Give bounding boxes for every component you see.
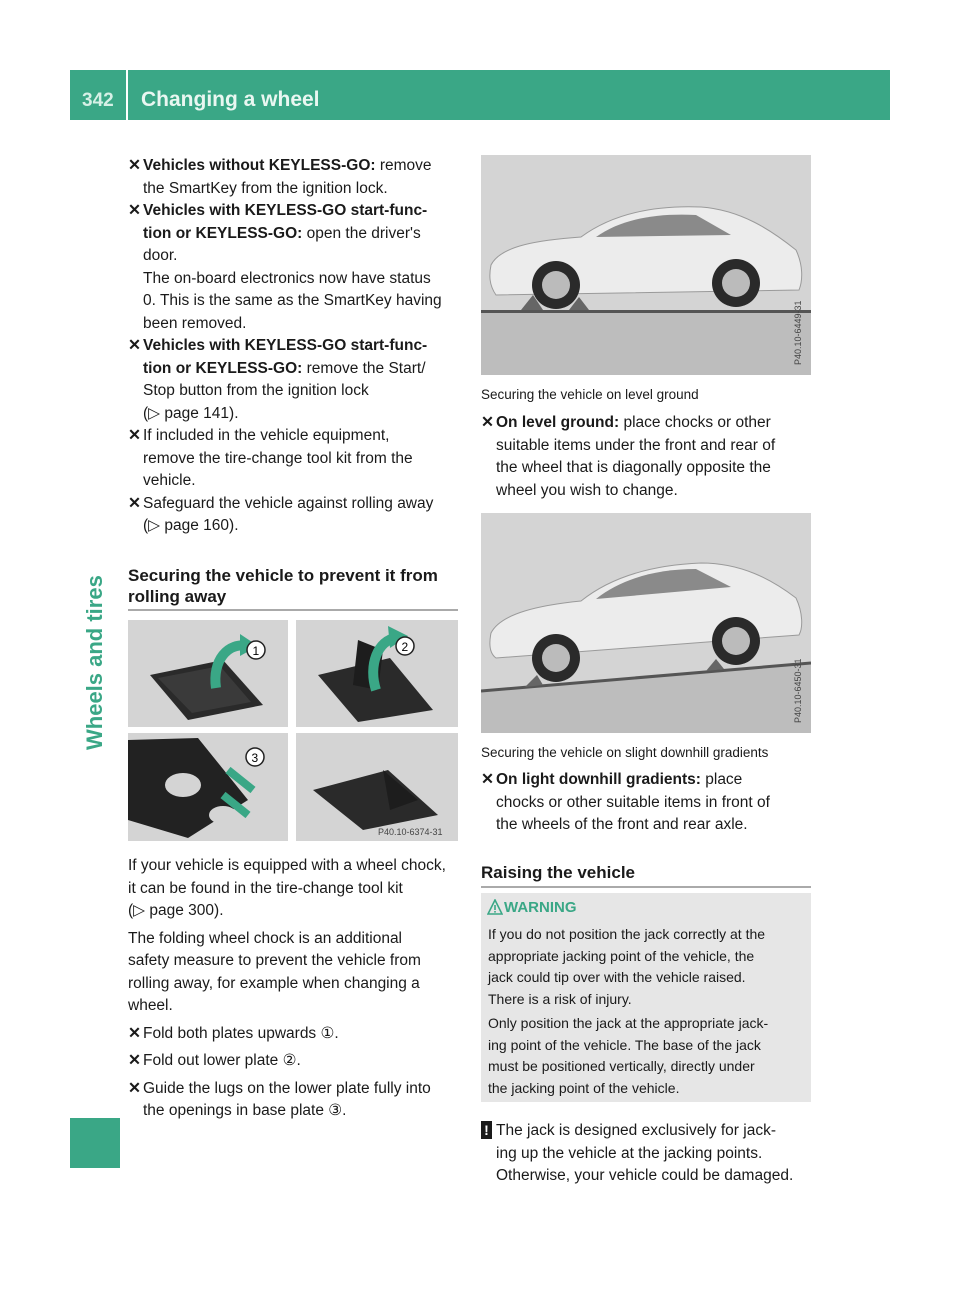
item-text: remove the Start/	[306, 359, 426, 377]
car-downhill-photo	[481, 513, 811, 733]
list-item	[128, 1023, 468, 1046]
warning-line: ing point of the vehicle. The base of the jack	[488, 1036, 761, 1053]
warning-line: the jacking point of the vehicle.	[488, 1079, 680, 1096]
body-text: wheel.	[128, 997, 173, 1014]
item-text: the wheels of the front and rear axle.	[496, 816, 748, 833]
list-item	[128, 493, 463, 538]
item-bold: Vehicles with KEYLESS-GO start-func-	[143, 337, 428, 354]
left-column	[128, 155, 463, 538]
item-text: chocks or other suitable items in front of	[496, 793, 770, 811]
warning-line: must be positioned vertically, directly under	[488, 1058, 755, 1074]
item-text: suitable items under the front and rear of	[496, 436, 776, 454]
warning-icon	[487, 899, 503, 915]
item-text: wheel you wish to change.	[496, 481, 678, 499]
page-reference-link[interactable]: (▷ page 160).	[143, 517, 239, 534]
section-rule	[481, 886, 811, 888]
step-marker: ✕	[128, 427, 141, 444]
body-text: it can be found in the tire-change tool kit	[128, 879, 403, 897]
warning-line: If you do not position the jack correctly at the	[488, 926, 766, 942]
item-text: the wheel that is diagonally opposite the	[496, 459, 771, 476]
item-text: If included in the vehicle equipment,	[143, 427, 390, 444]
body-text: If your vehicle is equipped with a wheel chock,	[128, 857, 446, 874]
item-bold: tion or KEYLESS-GO:	[143, 224, 303, 242]
image-code: P40.10-6449-31	[793, 300, 803, 365]
step-marker: ✕	[128, 1052, 141, 1069]
body-text: safety measure to prevent the vehicle from	[128, 952, 421, 969]
warning-text	[488, 924, 808, 1099]
item-text: Guide the lugs on the lower plate fully into	[143, 1079, 431, 1097]
level-ground-instructions	[481, 412, 816, 502]
item-text: remove	[379, 157, 432, 174]
item-text: door.	[143, 247, 178, 264]
section-heading-line: Securing the vehicle to prevent it from	[128, 566, 438, 585]
notice-line: Otherwise, your vehicle could be damaged.	[496, 1167, 794, 1184]
step-marker: ✕	[481, 771, 494, 788]
photo-caption: Securing the vehicle on level ground	[481, 387, 699, 402]
section-heading: Raising the vehicle	[481, 863, 635, 882]
item-text: been removed.	[143, 314, 247, 332]
image-code: P40.10-6450-31	[793, 658, 803, 723]
callout-2: 2	[401, 640, 409, 654]
list-item	[481, 412, 816, 502]
side-tab-marker	[70, 1118, 120, 1168]
page-number: 342	[82, 90, 114, 111]
step-marker: ✕	[128, 202, 141, 219]
step-marker: ✕	[128, 337, 141, 354]
item-text: 0. This is the same as the SmartKey having	[143, 292, 442, 309]
notice-line: The jack is designed exclusively for jack-	[496, 1122, 776, 1139]
list-item	[128, 1078, 468, 1123]
list-item	[128, 425, 463, 493]
item-text: Safeguard the vehicle against rolling away	[143, 494, 434, 512]
body-text: The folding wheel chock is an additional	[128, 929, 403, 947]
item-text: the openings in base plate ③.	[143, 1102, 347, 1119]
list-item	[128, 155, 463, 200]
chock-description	[128, 855, 468, 1123]
page-reference-link[interactable]: (▷ page 141).	[143, 404, 239, 422]
body-text: rolling away, for example when changing a	[128, 974, 420, 992]
wheel-chock-illustration	[128, 620, 458, 841]
item-text: Fold out lower plate ②.	[143, 1052, 301, 1069]
item-text: The on-board electronics now have status	[143, 269, 431, 287]
notice-line: ing up the vehicle at the jacking points.	[496, 1144, 763, 1162]
item-text: Stop button from the ignition lock	[143, 382, 369, 399]
callout-1: 1	[252, 644, 260, 658]
step-marker: ✕	[128, 157, 141, 174]
list-item	[128, 1050, 468, 1073]
list-item	[128, 200, 463, 335]
page-title: Changing a wheel	[141, 88, 320, 111]
page-reference-link[interactable]: (▷ page 300).	[128, 902, 224, 919]
photo-caption: Securing the vehicle on slight downhill gradients	[481, 745, 769, 760]
car-level-photo	[481, 155, 811, 375]
item-bold: tion or KEYLESS-GO:	[143, 359, 303, 377]
section-heading	[128, 565, 463, 607]
warning-line: There is a risk of injury.	[488, 990, 632, 1007]
item-bold: Vehicles with KEYLESS-GO start-func-	[143, 202, 428, 219]
item-text: place chocks or other	[623, 414, 771, 431]
downhill-instructions	[481, 769, 816, 837]
warning-title: WARNING	[504, 899, 577, 916]
warning-line: jack could tip over with the vehicle raised.	[488, 969, 746, 985]
section-rule	[128, 609, 458, 611]
side-tab-label: Wheels and tires	[82, 575, 107, 750]
step-marker: ✕	[481, 414, 494, 431]
step-marker: ✕	[128, 494, 141, 512]
item-text: open the driver's	[306, 224, 421, 242]
notice-block	[481, 1120, 816, 1188]
item-text: vehicle.	[143, 472, 196, 489]
step-marker: ✕	[128, 1079, 141, 1097]
notice-icon: !	[481, 1121, 492, 1139]
item-text: the SmartKey from the ignition lock.	[143, 179, 388, 197]
item-bold: Vehicles without KEYLESS-GO:	[143, 157, 376, 174]
car-downhill-illustration	[481, 513, 811, 733]
car-level-illustration	[481, 155, 811, 375]
image-code: P40.10-6374-31	[378, 827, 443, 837]
warning-line: appropriate jacking point of the vehicle, the	[488, 947, 755, 964]
item-bold: On level ground:	[496, 414, 620, 431]
side-tab	[82, 190, 122, 750]
item-bold: On light downhill gradients:	[496, 771, 701, 788]
callout-3: 3	[251, 751, 259, 765]
item-text: Fold both plates upwards ①.	[143, 1024, 339, 1042]
header-divider	[126, 70, 128, 120]
list-item	[128, 335, 463, 425]
list-item	[481, 769, 816, 837]
item-text: place	[705, 771, 743, 788]
step-marker: ✕	[128, 1024, 141, 1042]
section-heading-line: rolling away	[128, 587, 227, 606]
warning-line: Only position the jack at the appropriate jack-	[488, 1015, 769, 1031]
item-text: remove the tire-change tool kit from the	[143, 449, 413, 467]
wheel-chock-figure	[128, 620, 458, 841]
